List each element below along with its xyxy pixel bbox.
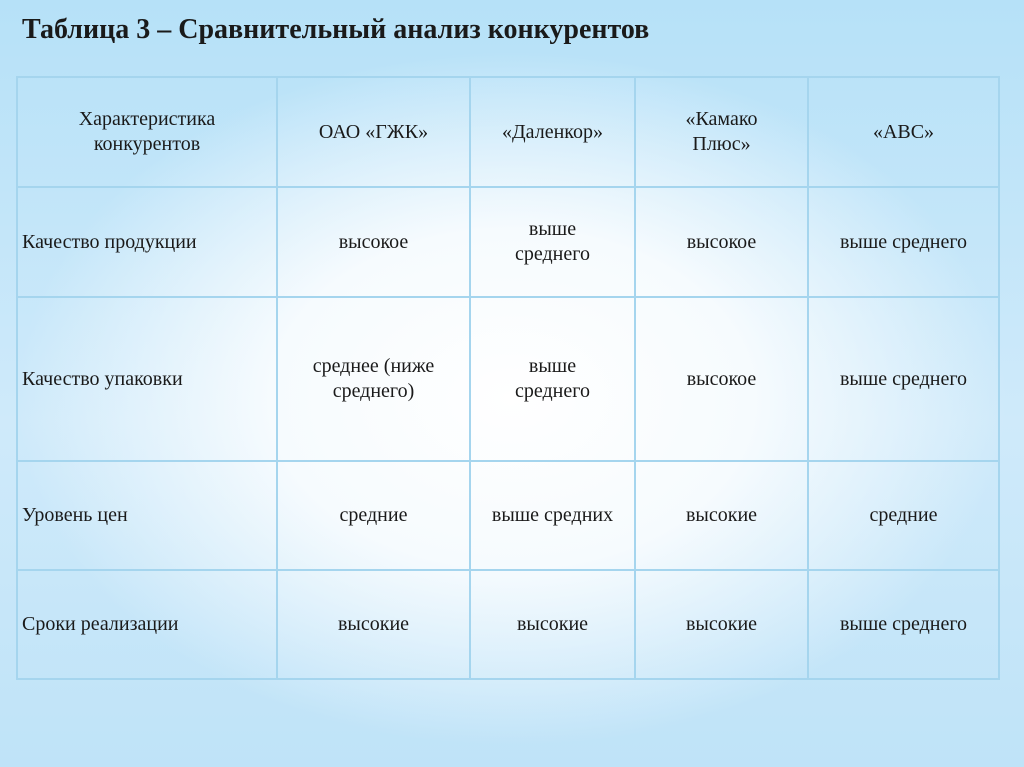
table-cell: высокое [635, 297, 808, 461]
table-cell: выше среднего [470, 187, 635, 297]
table-cell: высокое [635, 187, 808, 297]
row-label: Уровень цен [17, 461, 277, 570]
header-cell-gzhk: ОАО «ГЖК» [277, 77, 470, 187]
table-header-row [17, 77, 999, 187]
table-cell: высокие [470, 570, 635, 679]
table-cell: высокие [635, 570, 808, 679]
header-cell-kamako-plus: «Камако Плюс» [635, 77, 808, 187]
slide-title: Таблица 3 – Сравнительный анализ конкурентов [22, 14, 650, 45]
table-cell: высокое [277, 187, 470, 297]
table-cell: выше среднего [808, 297, 999, 461]
table-row [17, 297, 999, 461]
table-cell: выше средних [470, 461, 635, 570]
table-cell: выше среднего [470, 297, 635, 461]
row-label: Сроки реализации [17, 570, 277, 679]
table-cell: высокие [277, 570, 470, 679]
row-label: Качество продукции [17, 187, 277, 297]
table-row [17, 187, 999, 297]
table-row [17, 570, 999, 679]
table-cell: выше среднего [808, 187, 999, 297]
table-cell: средние [277, 461, 470, 570]
table-row [17, 461, 999, 570]
header-cell-abc: «АВС» [808, 77, 999, 187]
header-cell-dalenkor: «Даленкор» [470, 77, 635, 187]
header-cell-characteristic: Характеристика конкурентов [17, 77, 277, 187]
competitor-comparison-table [16, 76, 1000, 680]
table-cell: высокие [635, 461, 808, 570]
table-cell: среднее (ниже среднего) [277, 297, 470, 461]
table-cell: средние [808, 461, 999, 570]
row-label: Качество упаковки [17, 297, 277, 461]
table-cell: выше среднего [808, 570, 999, 679]
